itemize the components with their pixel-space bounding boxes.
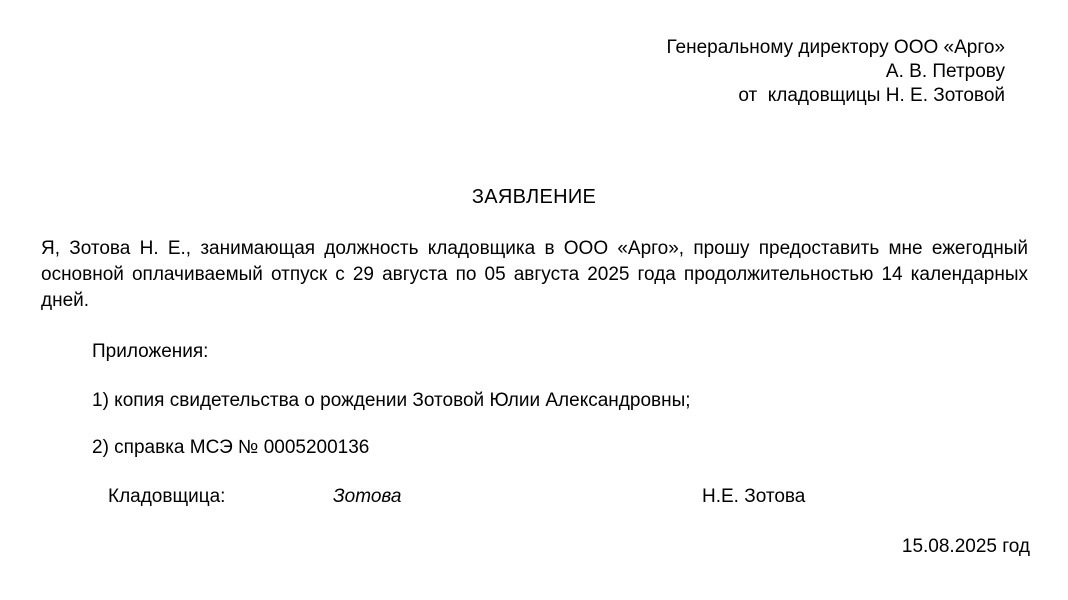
document-title: ЗАЯВЛЕНИЕ bbox=[471, 186, 597, 208]
addressee-line-name: А. В. Петрову bbox=[885, 61, 1005, 82]
addressee-line-from: от кладовщицы Н. Е. Зотовой bbox=[738, 85, 1005, 106]
signature-role: Кладовщица: bbox=[108, 486, 226, 507]
attachments-heading: Приложения: bbox=[92, 341, 209, 362]
handwritten-signature: Зотова bbox=[333, 486, 402, 507]
attachment-item-2: 2) справка МСЭ № 0005200136 bbox=[92, 437, 370, 458]
addressee-block bbox=[667, 36, 1006, 108]
document-date: 15.08.2025 год bbox=[901, 536, 1030, 557]
addressee-line-director: Генеральному директору ООО «Арго» bbox=[666, 37, 1005, 58]
attachment-item-1: 1) копия свидетельства о рождении Зотовой Юлии Александровны; bbox=[92, 390, 691, 411]
statement-body: Я, Зотова Н. Е., занимающая должность кладовщика в ООО «Арго», прошу предоставить мне ежегодный основной оплачиваемый отпуск с 29 августа по 05 августа 2025 года продолжительностью 14 календарных дней. bbox=[41, 238, 1028, 311]
signature-name: Н.Е. Зотова bbox=[702, 486, 806, 507]
